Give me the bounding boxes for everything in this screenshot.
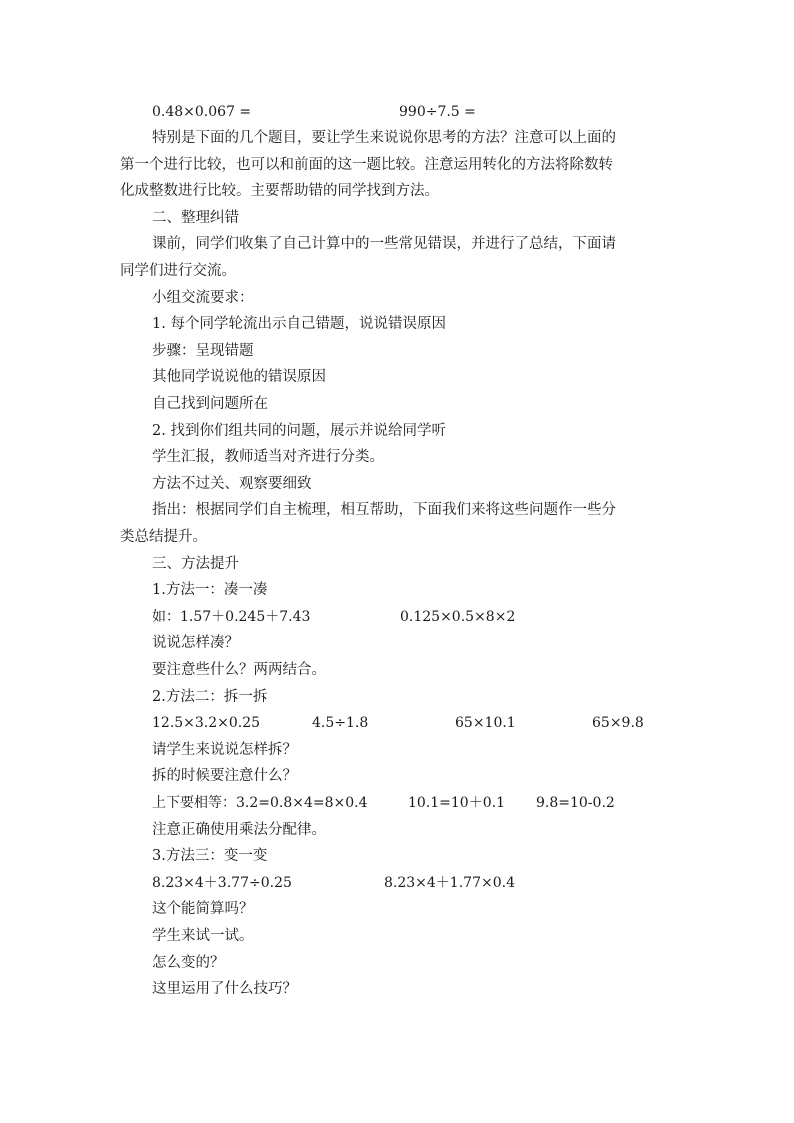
paragraph-line: 注意正确使用乘法分配律。: [152, 822, 326, 838]
paragraph-line: 类总结提升。: [120, 529, 207, 545]
paragraph-line: 特别是下面的几个题目，要让学生来说说你思考的方法？注意可以上面的: [152, 130, 616, 146]
subsection-heading: 1.方法一：凑一凑: [152, 582, 268, 598]
subsection-heading: 2.方法二：拆一拆: [152, 689, 268, 705]
expression: 8.23×4＋3.77÷0.25: [152, 875, 292, 891]
paragraph-line: 指出：根据同学们自主梳理，相互帮助，下面我们来将这些问题作一些分: [152, 502, 616, 518]
expression: 65×10.1: [455, 715, 516, 731]
paragraph-line: 这个能简算吗？: [152, 901, 254, 917]
expression: 0.48×0.067 =: [152, 104, 252, 120]
section-heading: 二、整理纠错: [152, 210, 239, 226]
paragraph-line: 要注意些什么？两两结合。: [152, 662, 326, 678]
expression: 65×9.8: [592, 715, 644, 731]
expression: 4.5÷1.8: [312, 715, 369, 731]
paragraph-line: 化成整数进行比较。主要帮助错的同学找到方法。: [120, 183, 439, 199]
expression: 9.8=10-0.2: [536, 795, 615, 811]
expression: 上下要相等：3.2=0.8×4=8×0.4: [152, 795, 368, 811]
paragraph-line: 步骤：呈现错题: [152, 343, 254, 359]
paragraph-line: 其他同学说说他的错误原因: [152, 369, 326, 385]
expression: 10.1=10＋0.1: [408, 795, 505, 811]
paragraph-line: 第一个进行比较，也可以和前面的这一题比较。注意运用转化的方法将除数转: [120, 157, 613, 173]
expression: 0.125×0.5×8×2: [400, 609, 516, 625]
list-item: 1. 每个同学轮流出示自己错题，说说错误原因: [152, 316, 446, 332]
paragraph-line: 自己找到问题所在: [152, 396, 268, 412]
paragraph-line: 请学生来说说怎样拆？: [152, 742, 297, 758]
paragraph-line: 方法不过关、观察要细致: [152, 476, 312, 492]
paragraph-line: 怎么变的？: [152, 955, 225, 971]
expression: 8.23×4＋1.77×0.4: [384, 875, 515, 891]
expression: 12.5×3.2×0.25: [152, 715, 261, 731]
paragraph-line: 同学们进行交流。: [120, 263, 236, 279]
subsection-heading: 3.方法三：变一变: [152, 848, 268, 864]
section-heading: 三、方法提升: [152, 556, 239, 572]
paragraph-line: 小组交流要求：: [152, 290, 254, 306]
paragraph-line: 学生汇报，教师适当对齐进行分类。: [152, 449, 384, 465]
paragraph-line: 这里运用了什么技巧？: [152, 981, 297, 997]
list-item: 2. 找到你们组共同的问题，展示并说给同学听: [152, 423, 446, 439]
paragraph-line: 学生来试一试。: [152, 928, 254, 944]
paragraph-line: 说说怎样凑？: [152, 635, 239, 651]
paragraph-line: 拆的时候要注意什么？: [152, 768, 297, 784]
expression: 990÷7.5 =: [399, 104, 476, 120]
expression: 如：1.57＋0.245＋7.43: [152, 609, 311, 625]
paragraph-line: 课前，同学们收集了自己计算中的一些常见错误，并进行了总结，下面请: [152, 236, 616, 252]
